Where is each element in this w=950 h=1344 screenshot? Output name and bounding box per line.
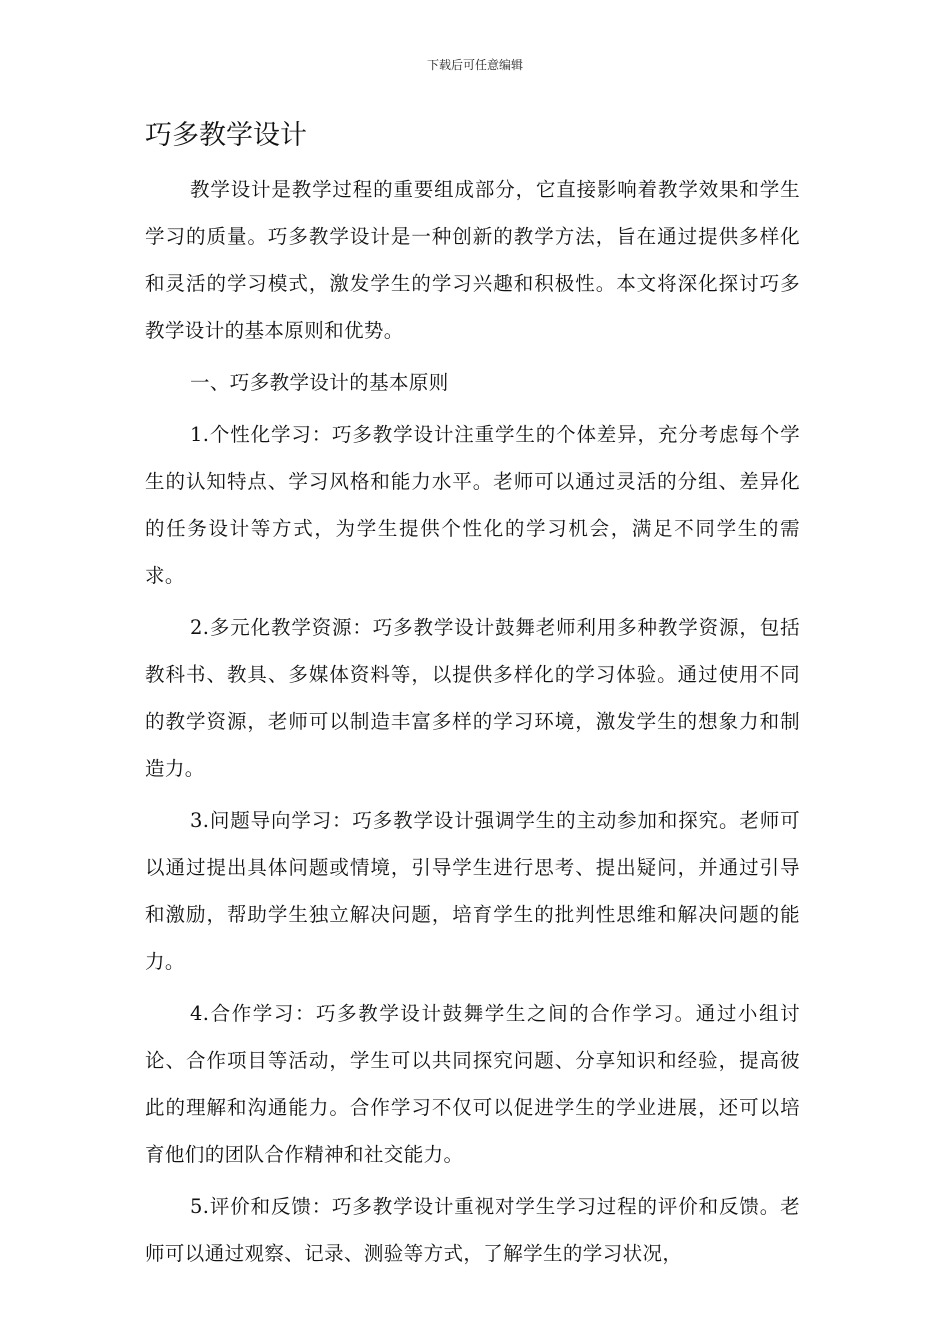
header-note: 下载后可任意编辑 [426,58,523,72]
section-heading: 一、巧多教学设计的基本原则 [190,371,449,394]
principle-paragraph-2: 2.多元化教学资源：巧多教学设计鼓舞老师利用多种教学资源，包括教科书、教具、多媒体资料等，以提供多样化的学习体验。通过使用不同的教学资源，老师可以制造丰富多样的学习环境，激发学生的想象力和制造力。 [145,616,800,780]
principle-paragraph-3: 3.问题导向学习：巧多教学设计强调学生的主动参加和探究。老师可以通过提出具体问题或情境，引导学生进行思考、提出疑问，并通过引导和激励，帮助学生独立解决问题，培育学生的批判性思维和解决问题的能力。 [145,809,800,973]
document-body [145,116,800,1282]
principle-paragraph-1: 1.个性化学习：巧多教学设计注重学生的个体差异，充分考虑每个学生的认知特点、学习风格和能力水平。老师可以通过灵活的分组、差异化的任务设计等方式，为学生提供个性化的学习机会，满足不同学生的需求。 [145,423,800,587]
principle-paragraph-5: 5.评价和反馈：巧多教学设计重视对学生学习过程的评价和反馈。老师可以通过观察、记录、测验等方式，了解学生的学习状况， [145,1195,800,1265]
intro-paragraph: 教学设计是教学过程的重要组成部分，它直接影响着教学效果和学生学习的质量。巧多教学设计是一种创新的教学方法，旨在通过提供多样化和灵活的学习模式，激发学生的学习兴趣和积极性。本文将深化探讨巧多教学设计的基本原则和优势。 [145,178,800,342]
document-title: 巧多教学设计 [145,120,307,151]
principle-paragraph-4: 4.合作学习：巧多教学设计鼓舞学生之间的合作学习。通过小组讨论、合作项目等活动，学生可以共同探究问题、分享知识和经验，提高彼此的理解和沟通能力。合作学习不仅可以促进学生的学业进展，还可以培育他们的团队合作精神和社交能力。 [145,1002,800,1166]
